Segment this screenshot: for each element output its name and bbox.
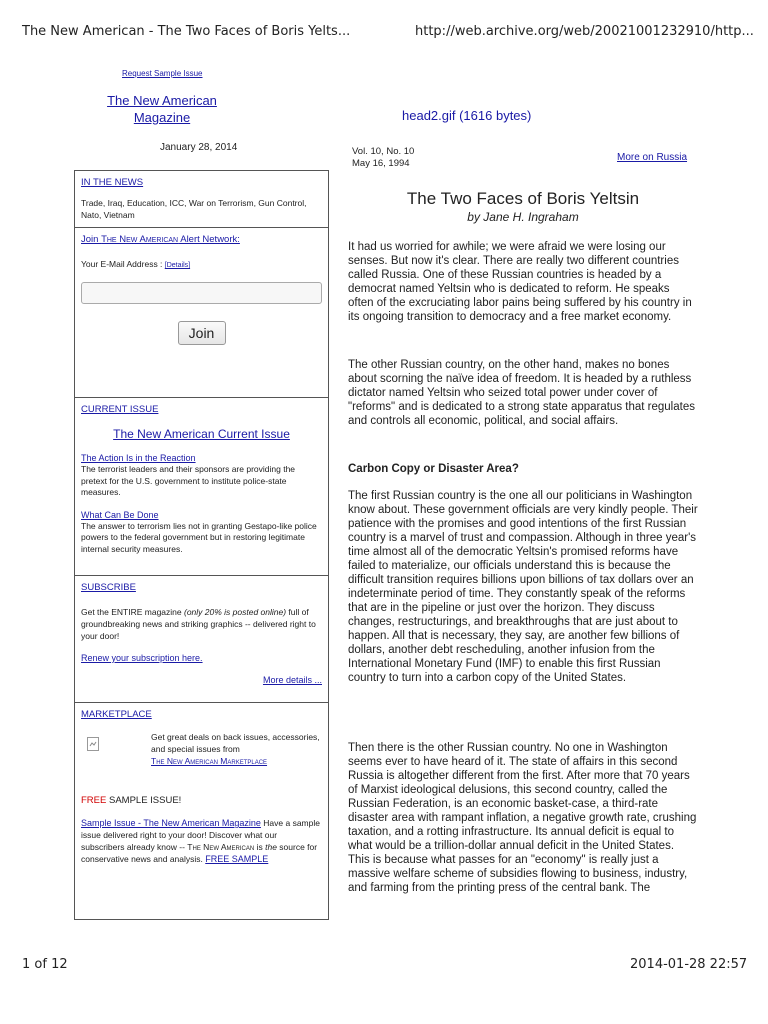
news-section bbox=[75, 171, 328, 228]
sample-is: is bbox=[254, 842, 266, 852]
marketplace-text bbox=[151, 731, 325, 767]
alert-title-pre: Join bbox=[81, 234, 102, 245]
news-topics: Trade, Iraq, Education, ICC, War on Terrorism, Gun Control, Nato, Vietnam bbox=[81, 198, 307, 220]
sample-paragraph bbox=[81, 817, 322, 865]
marketplace-promo bbox=[81, 729, 322, 785]
article1-text: The terrorist leaders and their sponsors are providing the pretext for the U.S. government to institute police-state measures. bbox=[81, 464, 296, 497]
email-label: Your E-Mail Address : bbox=[81, 259, 165, 269]
more-details-link[interactable]: More details ... bbox=[262, 675, 322, 685]
subscribe-text-italic: (only 20% is posted online) bbox=[184, 607, 287, 617]
current-issue-title[interactable]: CURRENT ISSUE bbox=[81, 404, 159, 415]
email-input[interactable] bbox=[81, 282, 322, 304]
article1-link[interactable]: The Action Is in the Reaction bbox=[81, 453, 196, 463]
free-rest: SAMPLE ISSUE! bbox=[106, 795, 182, 806]
page-header-title: The New American - The Two Faces of Boris Yelts... bbox=[22, 24, 351, 39]
request-sample-link[interactable]: Request Sample Issue bbox=[122, 69, 203, 78]
current-date: January 28, 2014 bbox=[160, 142, 238, 153]
sample-the: the bbox=[265, 842, 277, 852]
sample-text-b: source for conservative news and analysis. bbox=[81, 842, 318, 864]
marketplace-link[interactable]: The New American Marketplace bbox=[151, 756, 268, 766]
article-subhead: Carbon Copy or Disaster Area? bbox=[348, 463, 519, 475]
print-timestamp: 2014-01-28 22:57 bbox=[630, 957, 748, 972]
sidebar bbox=[74, 170, 329, 920]
article2-link[interactable]: What Can Be Done bbox=[81, 509, 159, 520]
sample-caps: The New American bbox=[187, 842, 255, 852]
free-sample-heading bbox=[81, 795, 322, 807]
issue-info bbox=[352, 146, 414, 170]
current-issue-link[interactable]: The New American Current Issue bbox=[113, 427, 290, 441]
sample-text-a: Have a sample issue delivered right to your door! Discover what our subscribers already know -- bbox=[81, 818, 320, 852]
alert-section bbox=[75, 228, 328, 398]
page-header-url: http://web.archive.org/web/20021001232910/http... bbox=[415, 24, 754, 39]
more-on-russia-link[interactable]: More on Russia bbox=[617, 152, 688, 163]
subscribe-text-post: full of groundbreaking news and striking graphics -- delivered right to your door! bbox=[81, 607, 316, 641]
free-word: FREE bbox=[81, 795, 107, 806]
article-title: The Two Faces of Boris Yeltsin bbox=[406, 189, 640, 208]
volume-number: Vol. 10, No. 10 bbox=[352, 146, 415, 157]
magazine-title-link[interactable] bbox=[74, 92, 250, 126]
issue-date: May 16, 1994 bbox=[352, 158, 410, 169]
head-image-alt: head2.gif (1616 bytes) bbox=[402, 108, 532, 123]
article-paragraph-4: Then there is the other Russian country. No one in Washington seems ever to have heard of it. The state of affairs in this second Russia is altogether different from the first. After more that 70 years of Marxist ideological delusions, this second country, called the Russian Federation, is an economic basket-case, a third-rate disaster area with rampant inflation, a negative growth rate, crushing taxation, and a rotting infrastructure. Its annual deficit is equal to what would be a trillion-dollar annual deficit in the United States. This is because what passes for an "economy" is really just a massive welfare scheme of subsidies flowing to business, industry, and farming from the printing press of the central bank. The bbox=[348, 742, 697, 894]
article-paragraph-3: The first Russian country is the one all our politicians in Washington know about. These government officials are very kindly people. Their patience with the promises and good intentions of the first Russian country is a marvel of trust and compassion. Although in three year's time almost all of the democratic Yeltsin's promised reforms have failed to materialize, our officials understand this is because the difficult transition requires billions upon billions of tax dollars over an indeterminate period of time. They constantly speak of the reforms that are in the pipeline or just over the horizon. They discuss changes, restructurings, and breakthroughs that are just about to happen. All that is necessary, they say, are another few billions of dollars, another debt rescheduling, another infusion from the International Monetary Fund (IMF) to enable this first Russian country to turn into a carbon copy of the United States. bbox=[348, 490, 698, 684]
article-paragraph-1: It had us worried for awhile; we were afraid we were losing our senses. But now it's clear. There are really two different countries called Russia. One of these Russian countries is headed by a democrat named Yeltsin who is dedicated to reform. He speaks often of the excruciating labor pains being suffered by his country in its ongoing transition to democracy and a free market economy. bbox=[348, 241, 692, 323]
sample-issue-link[interactable]: Sample Issue - The New American Magazine bbox=[81, 818, 261, 828]
renew-link[interactable]: Renew your subscription here. bbox=[81, 653, 203, 663]
news-title[interactable]: IN THE NEWS bbox=[81, 177, 144, 188]
article-paragraph-2: The other Russian country, on the other hand, makes no bones about scorning the naïve idea of freedom. It is headed by a ruthless dictator named Yeltsin who seized total power under cover of "reforms" and is dedicated to a strong state apparatus that regulates and controls all economic, political, and social affairs. bbox=[348, 359, 695, 427]
details-link[interactable]: [Details] bbox=[164, 262, 191, 269]
magazine-title-line1[interactable]: The New American bbox=[107, 93, 217, 108]
page-number: 1 of 12 bbox=[22, 957, 68, 972]
magazine-title-line2[interactable]: Magazine bbox=[133, 110, 191, 125]
marketplace-section bbox=[75, 703, 328, 921]
alert-title[interactable] bbox=[81, 234, 322, 246]
sidebar-bottom-border bbox=[74, 919, 329, 920]
article2-text: The answer to terrorism lies not in granting Gestapo-like police powers to the federal government but in restoring legitimate internal security measures. bbox=[81, 520, 317, 554]
subscribe-title[interactable]: SUBSCRIBE bbox=[81, 582, 136, 593]
subscribe-text-pre: Get the ENTIRE magazine bbox=[81, 607, 184, 617]
free-sample-link[interactable]: FREE SAMPLE bbox=[205, 854, 269, 864]
current-issue-section bbox=[75, 398, 328, 576]
alert-title-caps: The New American bbox=[101, 234, 179, 245]
email-label-row bbox=[81, 258, 322, 272]
join-button[interactable]: Join bbox=[178, 321, 226, 345]
marketplace-desc: Get great deals on back issues, accessories, and special issues from bbox=[151, 732, 320, 754]
subscribe-section bbox=[75, 576, 328, 703]
subscribe-text bbox=[81, 606, 322, 642]
broken-image-icon bbox=[87, 737, 99, 751]
alert-title-post: Alert Network: bbox=[178, 234, 240, 245]
article-byline: by Jane H. Ingraham bbox=[467, 210, 579, 224]
marketplace-title[interactable]: MARKETPLACE bbox=[81, 709, 152, 720]
